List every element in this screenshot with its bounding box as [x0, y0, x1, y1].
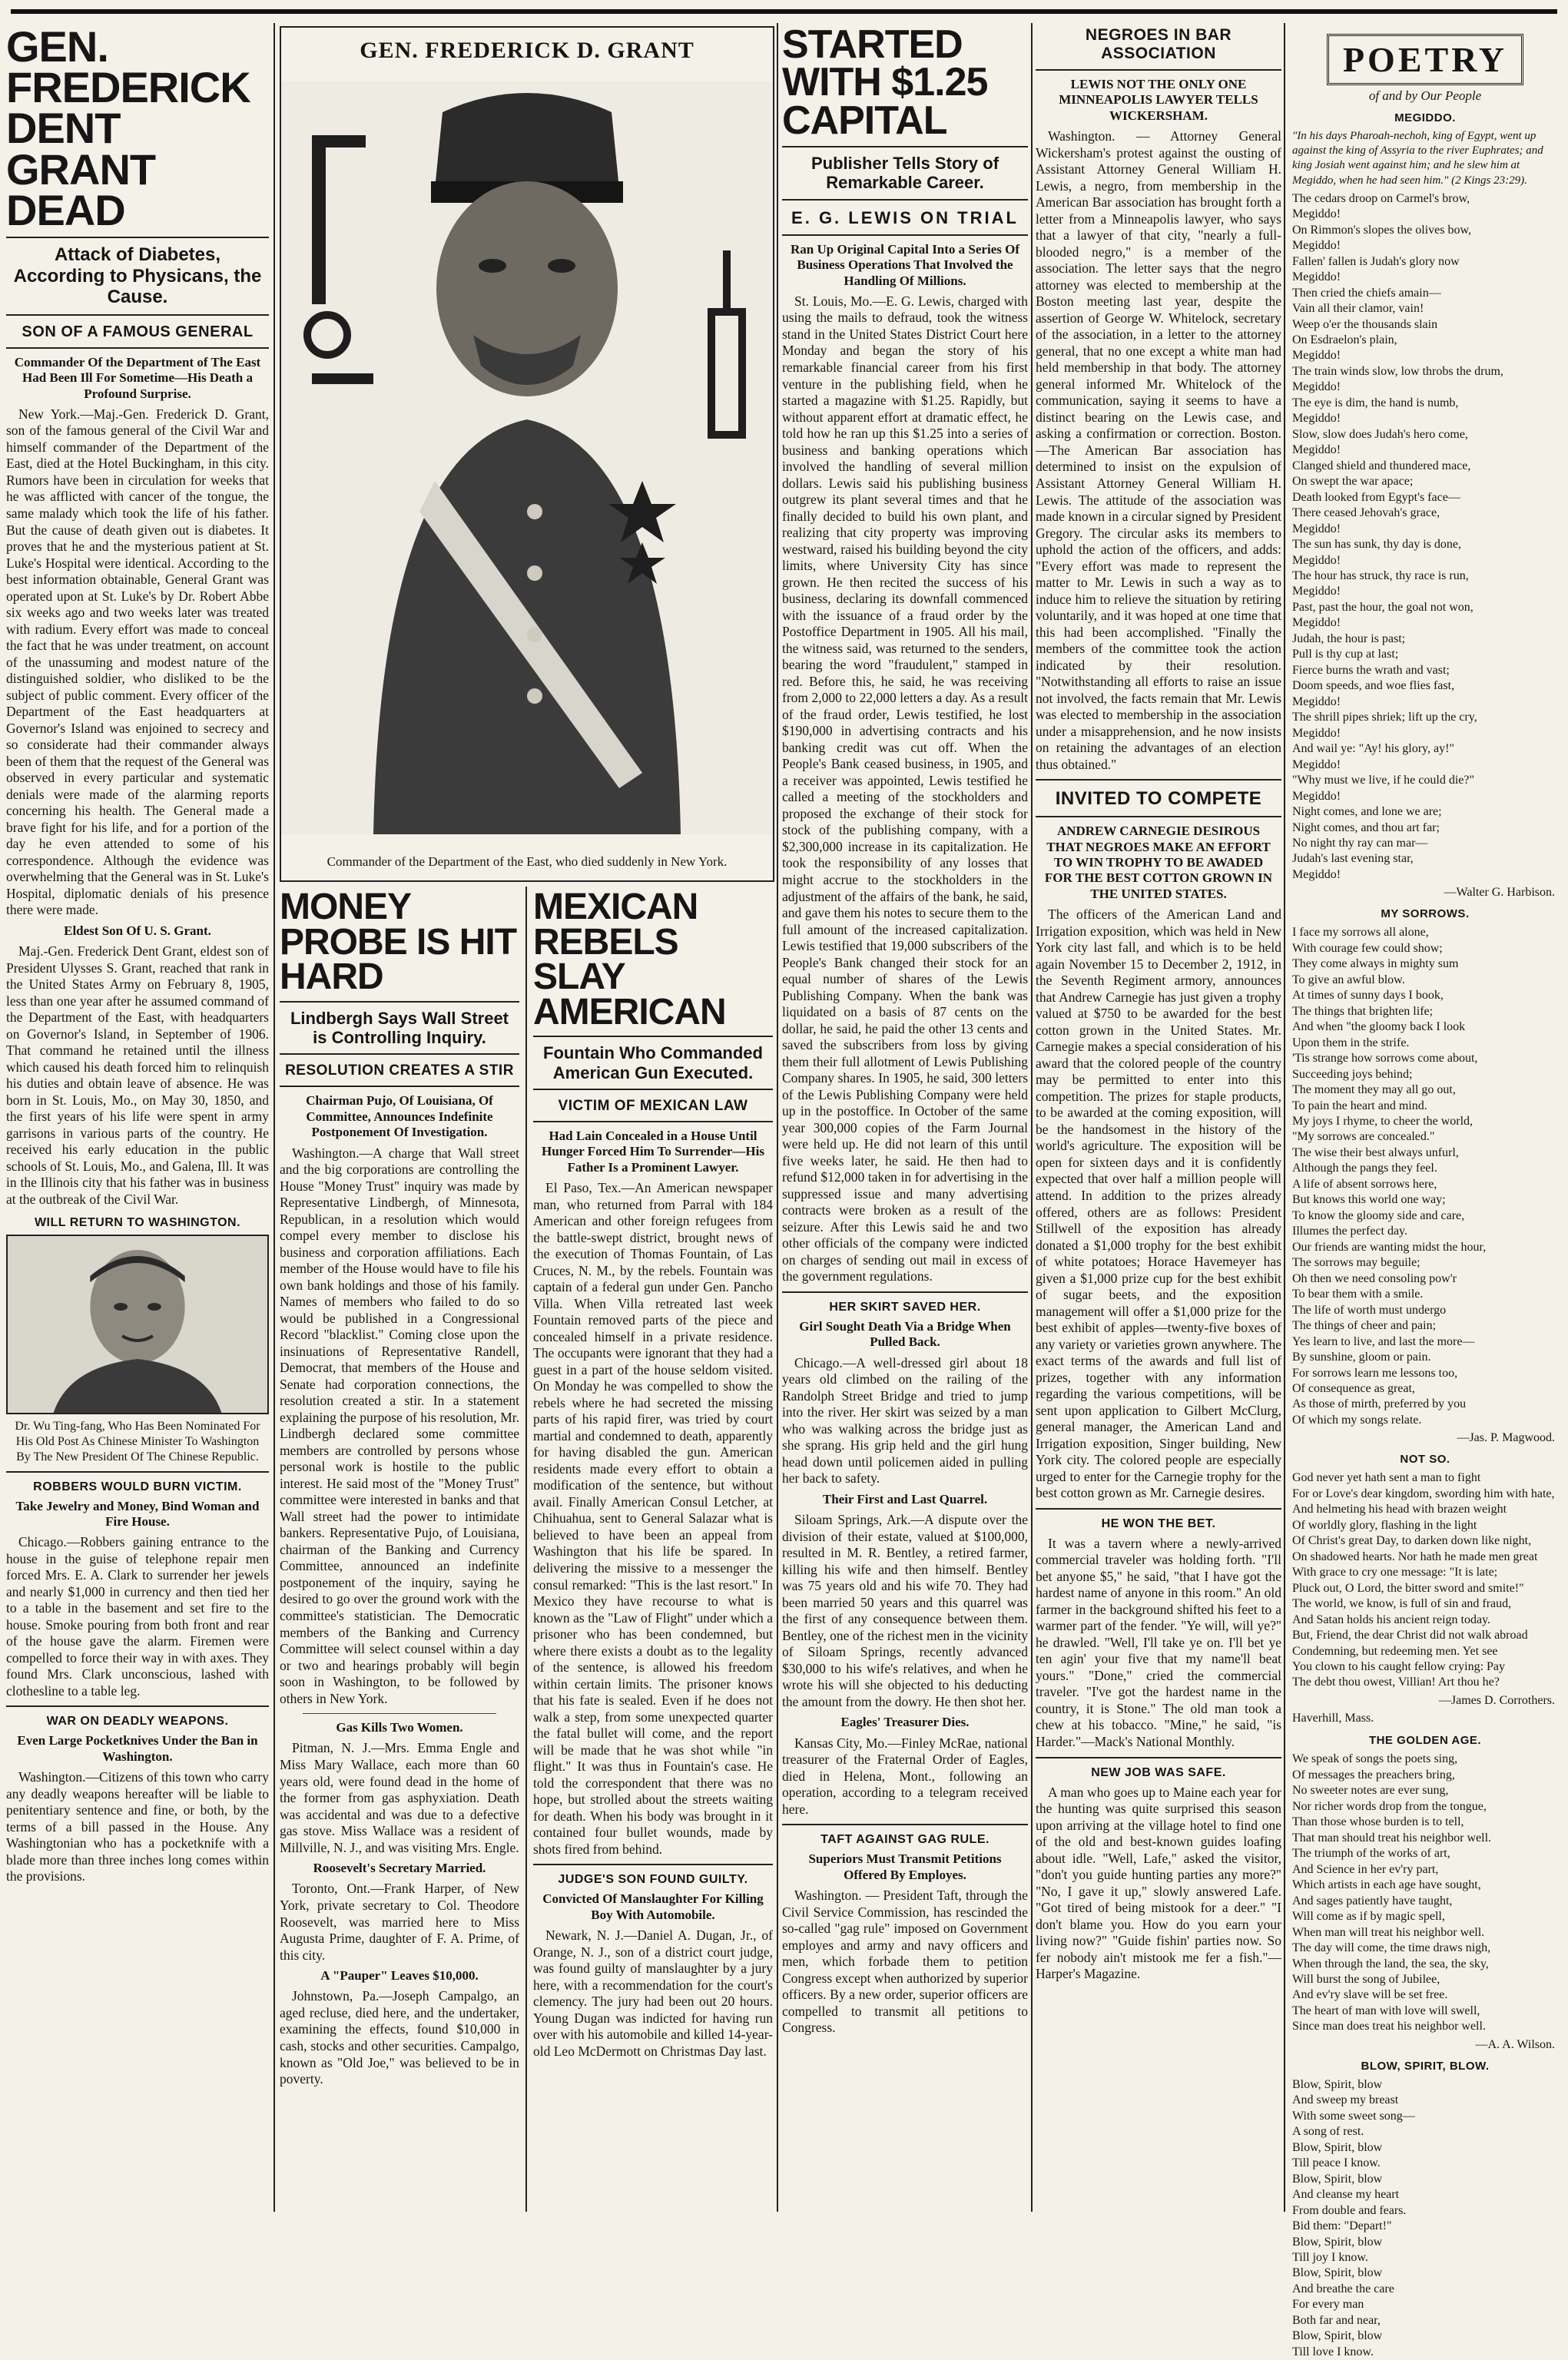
deck-commander: Commander Of the Department of The East Had Been Ill For Sometime—His Death a Profound Surprise. [14, 354, 261, 401]
poem-title-blow-spirit: BLOW, SPIRIT, BLOW. [1361, 2059, 1490, 2073]
headline-grant-dead: GEN. FREDERICK DENT GRANT DEAD [6, 22, 250, 234]
article-body: Washington.—A charge that Wall street and the big corporations are controlling the House "Money Trust" inquiry was made by Representative Lindbergh, of Minnesota, Republican, in a resolution which would compel every member to disclose his business and corporation affiliations. Each member of the House would have to file his own bank holdings and those of his family. Names of members who failed to do so would be published in a Congressional Record "blacklist." Coming close upon the insinuations of Representative Randell, Democrat, that members of the House and Senate had corporation connections, the resolution created a stir. In a statement explaining the purpose of his resolution, Mr. Lindbergh declared some committee members are controlled by persons whose personal work is hostile to the public interest. He said most of the "Money Trust" committee were interested in banks and that Wall street had the power to intimidate bankers. Representative Pujo, of Louisiana, chairman of the Banking and Currency Committee, announced an indefinite postponement of the inquiry, saying he desired to go over the ground work with the committee's statistician. The Democratic members of the Banking and Currency Committee will select counsel within a day or two and hearings probably will begin soon in Washington, to be followed by others in New York. [280, 1145, 519, 1706]
poem-sorrows: I face my sorrows all alone, With courage few could show; They come always in mighty sum To give an awful blow. At times of sunny days I book, The things that brighten life; And when "the gloomy back I look Upon them in the strife. 'Tis strange how sorrows come about, Succeeding joys behind; The moment they may all go out, To pain the heart and mind. My joys I rhyme, to cheer the world, "My sorrows are concealed." The wise their best always unfurl, Although the pangs they feel. A life of absent sorrows here, But knows this world one way; To know the gloomy side and care, Illumes the perfect day. Our friends are wanting midst the hour, The sorrows may beguile; Oh then we need consoling pow'r To bear them with a smile. The life of worth must undergo The things of cheer and pain; Yes learn to live, and last the more— By sunshine, gloom or pain. For sorrows learn me lessons too, Of consequence as great, As those of mirth, preferred by you Of which my songs relate. [1292, 926, 1487, 1427]
article-body: New York.—Maj.-Gen. Frederick D. Grant, son of the famous general of the Civil War and himself commander of the Department of the East, died at the Hotel Buckingham, in this city. Rumors have been in circulation for weeks that he was afflicted with cancer of the tongue, the same malady which took the life of his father. But the cause of death given out is diabetes. It proves that he and the mysterious patient at St. Luke's Hospital were identical. According to the best information obtainable, General Grant was operated upon at St. Luke's by Dr. Robert Abbe six weeks ago and two weeks later was treated with radium. Every effort was made to conceal the fact that he was under treatment, on account of the unassuming and modest nature of the distinguished soldier, who disliked to be the subject of public comment. Every officer of the Department of the East headquarters at Governor's Island was enjoined to secrecy and so considerate had their commander always been of them that the request of the General was observed in every particular and systematic denials were made of the alarming reports concerning his health. The General made a brave fight for his life, and for a portion of the day he even attended to some of his correspondence. Although the evidence was overwhelming that the General was in St. Luke's Hospital, diplomatic denials of his presence there were made. [6, 406, 269, 918]
subhead-pauper: A "Pauper" Leaves $10,000. [320, 1968, 479, 1984]
article-body: St. Louis, Mo.—E. G. Lewis, charged with using the mails to defraud, took the witness stand in the United States District Court here Monday and began the story of his remarkable financial career from his first venture in the publishing field, when he started a magazine with $1.25. Rapidly, but without apparent effort at dramatic effect, he told how he ran up this $1.25 into a series of business and banking operations which involved the handling of several million dollars. Lewis said his publishing business outgrew its plant several times and that he finally decided to build his own plant, and realizing that city property was improving westward, raised his building beyond the city limits, where University City has since grown. He then recited the success of his business, declaring its downfall commenced with the issuance of a fraud order by the Postoffice Department in 1905. All his mail, the witness said, was returned to the senders, bearing the word "fraudulent," stamped in red. Before this, he said, he was receiving from 2,000 to 22,000 letters a day. As a result of the fraud order, Lewis testified, he lost $190,000 in advertising contracts and his banking credit was cut off. When the People's Bank ceased business, in 1905, and a receiver was appointed, Lewis testified he called a meeting of the stockholders and proposed the exchange of their stock for stock of the publishing company, with a $2,300,000 increase in its capitalization. He took the responsibility of any losses that might accrue to the stockholders in the adjustment of the affairs of the bank, he said, and gave them his notes to secure them to the full amount of the increased capitalization. Lewis testified that 19,000 subscribers of the People's Bank changed their stock for an equal number of shares of the Lewis Publishing Company. When the bank was liquidated on a basis of 87 cents on the dollar, he said, he paid the other 13 cents and saved the subscribers from loss by giving them their full allotment of Lewis Publishing Company shares. In 1905, he said, 300 letters of the Lewis Publishing Company were held up in the postoffice. In October of the same year 300,000 copies of the Farm Journal were held up. He did not learn of this until five weeks later, he said. He then had to refund $12,000 taken in for advertising in the suppressed issue and many advertising contracts were broken as a result of the seizure. After this Lewis said he and two other officials of the company were indicted on charges of sending out mail in excess of the government regulations. [782, 293, 1028, 1284]
deck-manslaughter: Convicted Of Manslaughter For Killing Boy With Automobile. [542, 1891, 764, 1922]
portrait-wu-image [8, 1236, 267, 1413]
subhead-eagles-treasurer: Eagles' Treasurer Dies. [840, 1715, 970, 1730]
subhead-lewis-trial: E. G. LEWIS ON TRIAL [791, 207, 1019, 227]
caption-wu: Dr. Wu Ting-fang, Who Has Been Nominated For His Old Post As Chinese Minister To Washington By The New President Of The Chinese Republic. [15, 1419, 260, 1463]
article-body: Maj.-Gen. Frederick Dent Grant, eldest son of President Ulysses S. Grant, reached that rank in the United States Army on February 8, 1905, less than one year after he assumed command of the Department of the East, with headquarters on Governor's Island, in September of 1906. That command he retained until the illness which caused his death forced him to relinquish his duties and obtain leave of absence. He was born in St. Louis, Mo., on May 30, 1850, and the first years of his life were spent in army garrisons in various parts of the country. He received his early education in the public schools of St. Louis, Mo., and Galena, Ill. It was in the Illinois city that his father was in business at the outbreak of the Civil War. [6, 943, 269, 1207]
poem-epigraph: "In his days Pharoah-nechoh, king of Egypt, went up against the king of Assyria to the river Euphrates; and king Josiah went against him; and he slew him at Megiddo, when he had seen him." (2 Kings 23:29). [1292, 130, 1543, 187]
deck-girl-bridge: Girl Sought Death Via a Bridge When Pulled Back. [799, 1318, 1011, 1350]
subhead-won-bet: HE WON THE BET. [1101, 1516, 1216, 1530]
portrait-frame-grant [280, 26, 774, 882]
subhead-judges-son: JUDGE'S SON FOUND GUILTY. [558, 1873, 748, 1887]
column-rule [525, 887, 527, 2212]
poetry-masthead [1288, 34, 1563, 104]
deck-diabetes: Attack of Diabetes, According to Physicans, the Cause. [13, 244, 262, 308]
subhead-first-last-quarrel: Their First and Last Quarrel. [822, 1491, 988, 1506]
column-rule [273, 23, 275, 2212]
column-bar-association [1036, 23, 1281, 2212]
article-mexican-rebels [533, 887, 773, 2060]
article-body: Washington.—Citizens of this town who carry any deadly weapons hereafter will be liable to penitentiary sentence and fine, or both, by the terms of a bill passed in the House. Any Washingtonian who has a pocketknife with a blade more than three inches long comes within the provisions. [6, 1769, 269, 1884]
column-grant-obituary [6, 23, 269, 2212]
subhead-invited-compete: INVITED TO COMPETE [1055, 788, 1262, 810]
subhead-victim-mexican-law: VICTIM OF MEXICAN LAW [558, 1097, 748, 1114]
portrait-title: GEN. FREDERICK D. GRANT [360, 38, 694, 63]
subhead-negroes-bar: NEGROES IN BAR ASSOCIATION [1085, 26, 1232, 62]
poem-title-megiddo: MEGIDDO. [1394, 111, 1456, 124]
article-body: Kansas City, Mo.—Finley McRae, national treasurer of the Fraternal Order of Eagles, died in Helena, Mont., following an operation, according to a telegram received here. [782, 1735, 1028, 1817]
article-body: Newark, N. J.—Daniel A. Dugan, Jr., of Orange, N. J., son of a district court judge, was found guilty of manslaughter by a jury here, with a recommendation for the court's clemency. The jury had been out 20 hours. Young Dugan was indicted for having run over with his automobile and killed 14-year-old Leo McDermott on Christmas Day last. [533, 1927, 773, 2059]
poem-blow-spirit: Blow, Spirit, blow And sweep my breast With some sweet song— A song of rest. Blow, Spirit, blow Till peace I know. Blow, Spirit, blow And cleanse my heart From double and fears. Bid them: "Depart!" Blow, Spirit, blow Till joy I know. Blow, Spirit, blow And breathe the care For every man Both far and near, Blow, Spirit, blow Till love I know. [1292, 2077, 1415, 2358]
poetry-subtitle: of and by Our People [1368, 88, 1482, 103]
portrait-caption: Commander of the Department of the East, who died suddenly in New York. [327, 854, 728, 869]
deck-fountain: Fountain Who Commanded American Gun Executed. [543, 1043, 763, 1082]
article-body: Siloam Springs, Ark.—A dispute over the division of their estate, valued at $100,000, resulted in M. R. Bentley, a retired farmer, killing his wife and then himself. Bentley was 75 years old and his wife 70. They had been married 50 years and this quarrel was the first of any consequence between them. Bentley, one of the richest men in the vicinity of Siloam Springs, recently advanced $30,000 to his wife's relatives, and when he wrote his will she objected to his deducting the amount from the dowry. He then shot her. [782, 1512, 1028, 1709]
deck-concealed: Had Lain Concealed in a House Until Hunger Forced Him To Surrender—His Father Is a Prominent Lawyer. [542, 1128, 764, 1175]
headline-started-with-capital: STARTED WITH $1.25 CAPITAL [782, 22, 988, 143]
subhead-eldest-son: Eldest Son Of U. S. Grant. [64, 923, 211, 938]
poetry-title: POETRY [1327, 34, 1523, 85]
subhead-son-of-general: SON OF A FAMOUS GENERAL [22, 323, 254, 340]
poem-title-not-so: NOT SO. [1400, 1453, 1450, 1467]
subhead-roosevelt-secretary: Roosevelt's Secretary Married. [313, 1861, 486, 1876]
poem-title-golden-age: THE GOLDEN AGE. [1368, 1734, 1482, 1748]
column-poetry [1288, 23, 1563, 2358]
article-body: Chicago.—Robbers gaining entrance to the house in the guise of telephone repair men forced Mrs. E. A. Clark to surrender her jewels and nearly $1,000 in currency and then tied her to a table in the basement and set fire to the house. Smoke pouring from both front and rear of the house gave the alarm. Firemen were compelled to force their way in with axes. They found Mrs. Clark unconscious, lashed with clothesline to a table leg. [6, 1534, 269, 1699]
deck-weapons: Even Large Pocketknives Under the Ban in Washington. [17, 1733, 258, 1764]
deck-robbers: Take Jewelry and Money, Bind Woman and Fire House. [15, 1498, 260, 1529]
poem-signature: —James D. Corrothers. [1438, 1693, 1555, 1707]
subhead-wu-return: WILL RETURN TO WASHINGTON. [34, 1215, 241, 1229]
headline-mexican-rebels: MEXICAN REBELS SLAY AMERICAN [533, 887, 726, 1032]
column-rule [1284, 23, 1285, 2212]
top-rule [11, 9, 1557, 14]
deck-lindbergh: Lindbergh Says Wall Street is Controlling Inquiry. [290, 1008, 509, 1048]
article-body: Pitman, N. J.—Mrs. Emma Engle and Miss Mary Wallace, each more than 60 years old, were found dead in the home of the former from gas asphyxiation. Death was accidental and was due to a defective gas stove. Miss Wallace was a resident of Millville, N. J., and was visiting Mrs. Engle. [280, 1740, 519, 1855]
subhead-new-job: NEW JOB WAS SAFE. [1091, 1765, 1226, 1779]
column-rule [777, 23, 778, 2212]
portrait-wu-ting-fang [6, 1235, 269, 1414]
article-body: Washington. — Attorney General Wickersham's protest against the ousting of Assistant Attorney General William H. Lewis, a negro, from membership in the American Bar association has brought forth a letter from a Minneapolis lawyer, who says that a lawyer of that city, "nearly a full-blooded negro," is a member of the association. The letter says that the negro attorney was elected to membership at the Boston meeting last year, despite the assertion of George W. Whitelock, secretary of the association, in a letter to the attorney general, that no one except a white man had held membership in that body. The attorney general informed Mr. Whitelock of the communication, saying it seems to have a distinct bearing on the Lewis case, and asking a confirmation or correction. Boston.—The American Bar association has determined to insist on the expulsion of Assistant Attorney General William H. Lewis. The attitude of the association was made known in a circular signed by President Gregory. The circular asks its members to uphold the action of the officers, and adds: "Every effort was made to represent the matter to Mr. Lewis in such a way as to induce him to relieve the situation by retiring voluntarily, and it was hoped at one time that this had been accomplished. "Finally the members of the committee took the action indicated by their resolution. "Notwithstanding all efforts to raise an issue not involved, the facts remain that Mr. Lewis was elected to membership in the association under a misapprehension, and he now insists on retaining the advantages of an election thus obtained." [1036, 128, 1281, 772]
deck-publisher: Publisher Tells Story of Remarkable Career. [811, 154, 999, 193]
deck-original-capital: Ran Up Original Capital Into a Series Of Business Operations That Involved the Handling Of Millions. [791, 241, 1019, 288]
poem-signature: —Walter G. Harbison. [1444, 886, 1555, 900]
column-lewis-trial [782, 23, 1028, 2212]
article-body: The officers of the American Land and Irrigation exposition, which was held in New York city last fall, and which is to be held again November 15 to December 2, 1912, in the Seventh Regiment armory, announces that Andrew Carnegie has just given a trophy valued at $750 to be awarded for the best cotton grown in the United States. Mr. Carnegie makes a special consideration of his award that the colored people of the country may be permitted to enter into this competition. The prizes for staple products, to be awarded at the coming exposition, will be the handsomest in the history of the world's agriculture. The exposition will be open for sixteen days and it is confidently expected that over half a million people will attend. In addition to the prizes already offered, others are as follows: President Stillwell of the exposition has already donated a $1,000 trophy for the best exhibit of white potatoes; Horace Havemeyer has given a $1,000 prize cup for the best exhibit of sugar beets, and the exposition management will offer a $1,000 prize for the best exhibit of apples—twenty-five boxes of any variety or varieties grown anywhere. The exact terms of the awards and full list of prizes, together with any information regarding the various competitions, will be sent upon application to Gilbert McClurg, general manager, the American Land and Irrigation exposition, Singer building, New York city. The colored people are especially urged to enter for the Carnegie trophy for the best cotton grown as Mr. Carnegie desires. [1036, 907, 1281, 1501]
column-center [280, 23, 774, 2212]
deck-pujo: Chairman Pujo, Of Louisiana, Of Committee, Announces Indefinite Postponement Of Investigation. [306, 1093, 493, 1140]
column-rule [1031, 23, 1033, 2212]
portrait-grant-image [281, 81, 773, 834]
subhead-gas-kills: Gas Kills Two Women. [336, 1720, 463, 1735]
subhead-taft-gag-rule: TAFT AGAINST GAG RULE. [820, 1833, 990, 1847]
article-body: Washington. — President Taft, through the Civil Service Commission, has rescinded the so-called "gag rule" imposed on Government employes and army and navy officers and men, which forbade them to petition Congress except when authorized by superior officers. By a new order, superior officers are compelled to transmit all petitions to Congress. [782, 1888, 1028, 2036]
article-body: Johnstown, Pa.—Joseph Campalgo, an aged recluse, died here, and the undertaker, examining the effects, found $10,000 in cash, stocks and other securities. Campalgo, known as "Old Joe," was believed to be in poverty. [280, 1988, 519, 2087]
subhead-deadly-weapons: WAR ON DEADLY WEAPONS. [46, 1715, 229, 1729]
headline-money-probe: MONEY PROBE IS HIT HARD [280, 887, 517, 998]
deck-lewis-not-only: LEWIS NOT THE ONLY ONE MINNEAPOLIS LAWYER TELLS WICKERSHAM. [1059, 77, 1258, 123]
subhead-robbers: ROBBERS WOULD BURN VICTIM. [33, 1480, 242, 1493]
poem-title-sorrows: MY SORROWS. [1381, 907, 1470, 921]
poem-megiddo: The cedars droop on Carmel's brow, Megiddo! On Rimmon's slopes the olives bow, Megiddo! Fallen' fallen is Judah's glory now Megiddo! Then cried the chiefs amain— Vain all their clamor, vain! Weep o'er the thousands slain On Esdraelon's plain, Megiddo! The train winds slow, low throbs the drum, Megiddo! The eye is dim, the hand is numb, Megiddo! Slow, slow does Judah's hero come, Megiddo! Clanged shield and thundered mace, On swept the war apace; Death looked from Egypt's face— There ceased Jehovah's grace, Megiddo! The sun has sunk, thy day is done, Megiddo! The hour has struck, thy race is run, Megiddo! Past, past the hour, the goal not won, Megiddo! Judah, the hour is past; Pull is thy cup at last; Fierce burns the wrath and vast; Doom speeds, and woe flies fast, Megiddo! The shrill pipes shriek; lift up the cry, Megiddo! And wail ye: "Ay! his glory, ay!" Megiddo! "Why must we live, if he could die?" Megiddo! Night comes, and lone we are; Night comes, and thou art far; No night thy ray can mar— Judah's last evening star, Megiddo! [1292, 191, 1503, 881]
subhead-resolution: RESOLUTION CREATES A STIR [285, 1062, 514, 1079]
poem-signature: —Jas. P. Magwood. [1457, 1431, 1555, 1445]
poem-not-so: God never yet hath sent a man to fight For or Love's dear kingdom, swording him with hate, And helmeting his head with brazen weight Of worldly glory, flashing in the light Of Christ's great Day, to darken down like night, On shadowed hearts. Nor hath he made men great With grace to cry one message: "It is late; Pluck out, O Lord, the bitter sword and smite!" The world, we know, is full of sin and fraud, And Satan holds his ancient reign today. But, Friend, the dear Christ did not walk abroad Condemning, but redeeming men. Yet see You clown to his caught fellow crying: Pay The debt thou owest, Villian! Art thou he? [1292, 1471, 1555, 1689]
article-body: It was a tavern where a newly-arrived commercial traveler was holding forth. "I'll bet anyone $5," he said, "that I have got the hardest name of anyone in this room." An old farmer in the background shifted his feet to a warmer part of the fender. "Ye will, will ye?" he drawled. "Well, I'll take ye on. I'll bet ye ten agin' your five that my name'll beat yours." "Done," cried the commercial traveler. "I've got the hardest name in the country, it is Stone." The old man took a chew at his tobacco. "Mine," he said, "is Harder."—Mack's National Monthly. [1036, 1535, 1281, 1749]
article-body: El Paso, Tex.—An American newspaper man, who returned from Parral with 184 American and other foreign refugees from the battle-swept district, brought news of the execution of Thomas Fountain, of Las Cruces, N. M., by the rebels. Fountain was captain of a federal gun under Gen. Pancho Villa. When Villa retreated last week Fountain removed parts of the piece and concealed himself in a private residence. The occupants were ignorant that they had a guest in a part of the house seldom visited. On Monday he was compelled to show the rebels where he had secreted the missing parts of his rapid firer, was tried by court martial and condemned to death, apparently for having disabled the gun. American residents made every effort to obtain a modification of the sentence, but without avail. Finally American Consul Letcher, at Chihuahua, sent to General Salazar what is believed to have been an appeal from Washington that his life be spared. In delivering the missive to a messenger the consul remarked: "This is the last resort." In Mexico they have recourse to what is known as the "Law of Flight" under which a prisoner who has been condemned, but where there exists a doubt as to the legality of the sentence, is allowed his freedom within certain limits. The prisoner knows that his fate is sealed. Even if he does not walk a step, from some unexpected quarter the fatal bullet will come, and the report will be made that he was shot while "in flight." It was thus in Fountain's case. He told the correspondent that there was no hope, but strolled about the streets waiting for death. When his body was brought in it contained four bullet wounds, made by shots fired from behind. [533, 1180, 773, 1857]
deck-carnegie: ANDREW CARNEGIE DESIROUS THAT NEGROES MAKE AN EFFORT TO WIN TROPHY TO BE AWADED FOR THE BEST COTTON GROWN IN THE UNITED STATES. [1044, 824, 1273, 901]
article-body: Chicago.—A well-dressed girl about 18 years old climbed on the railing of the Randolph Street Bridge and tried to jump into the river. Her skirt was seized by a man who was walking across the bridge just as she sprang. His grip held and the girl hung head down until policemen aided in pulling her back to safety. [782, 1354, 1028, 1487]
deck-superiors: Superiors Must Transmit Petitions Offered By Employes. [808, 1851, 1002, 1882]
subhead-skirt-saved: HER SKIRT SAVED HER. [829, 1300, 981, 1314]
poem-signature: —A. A. Wilson. [1475, 2037, 1555, 2051]
article-money-probe [280, 887, 519, 2088]
poem-golden-age: We speak of songs the poets sing, Of messages the preachers bring, No sweeter notes are ever sung, Nor richer words drop from the tongue, Than those whose burden is to tell, That man should treat his neighbor well. The triumph of the works of art, And Science in her ev'ry part, Which artists in each age have sought, And sages patiently have taught, Will come as if by magic spell, When man will treat his neighbor well. The day will come, the time draws nigh, When through the land, the sea, the sky, Will burst the song of Jubilee, And ev'ry slave will be set free. The heart of man with love will swell, Since man does treat his neighbor well. [1292, 1752, 1492, 2034]
poem-place: Haverhill, Mass. [1292, 1711, 1374, 1725]
article-body: A man who goes up to Maine each year for the hunting was quite surprised this season upon arriving at the village hotel to find one of the old and best-known guides loafing about idle. "Well, Lafe," asked the visitor, "don't you guide hunting parties any more?" "No, I gave it up," slowly answered Lafe. "Got tired of being mistook for a deer." "I don't blame you. How do you earn your living now?" "Guide fishin' parties now. So fer nobody ain't mistook me fer a fish."—Harper's Magazine. [1036, 1784, 1281, 1982]
article-body: Toronto, Ont.—Frank Harper, of New York, private secretary to Col. Theodore Roosevelt, was married here to Miss Augusta Prime, daughter of F. A. Prime, of this city. [280, 1881, 519, 1963]
